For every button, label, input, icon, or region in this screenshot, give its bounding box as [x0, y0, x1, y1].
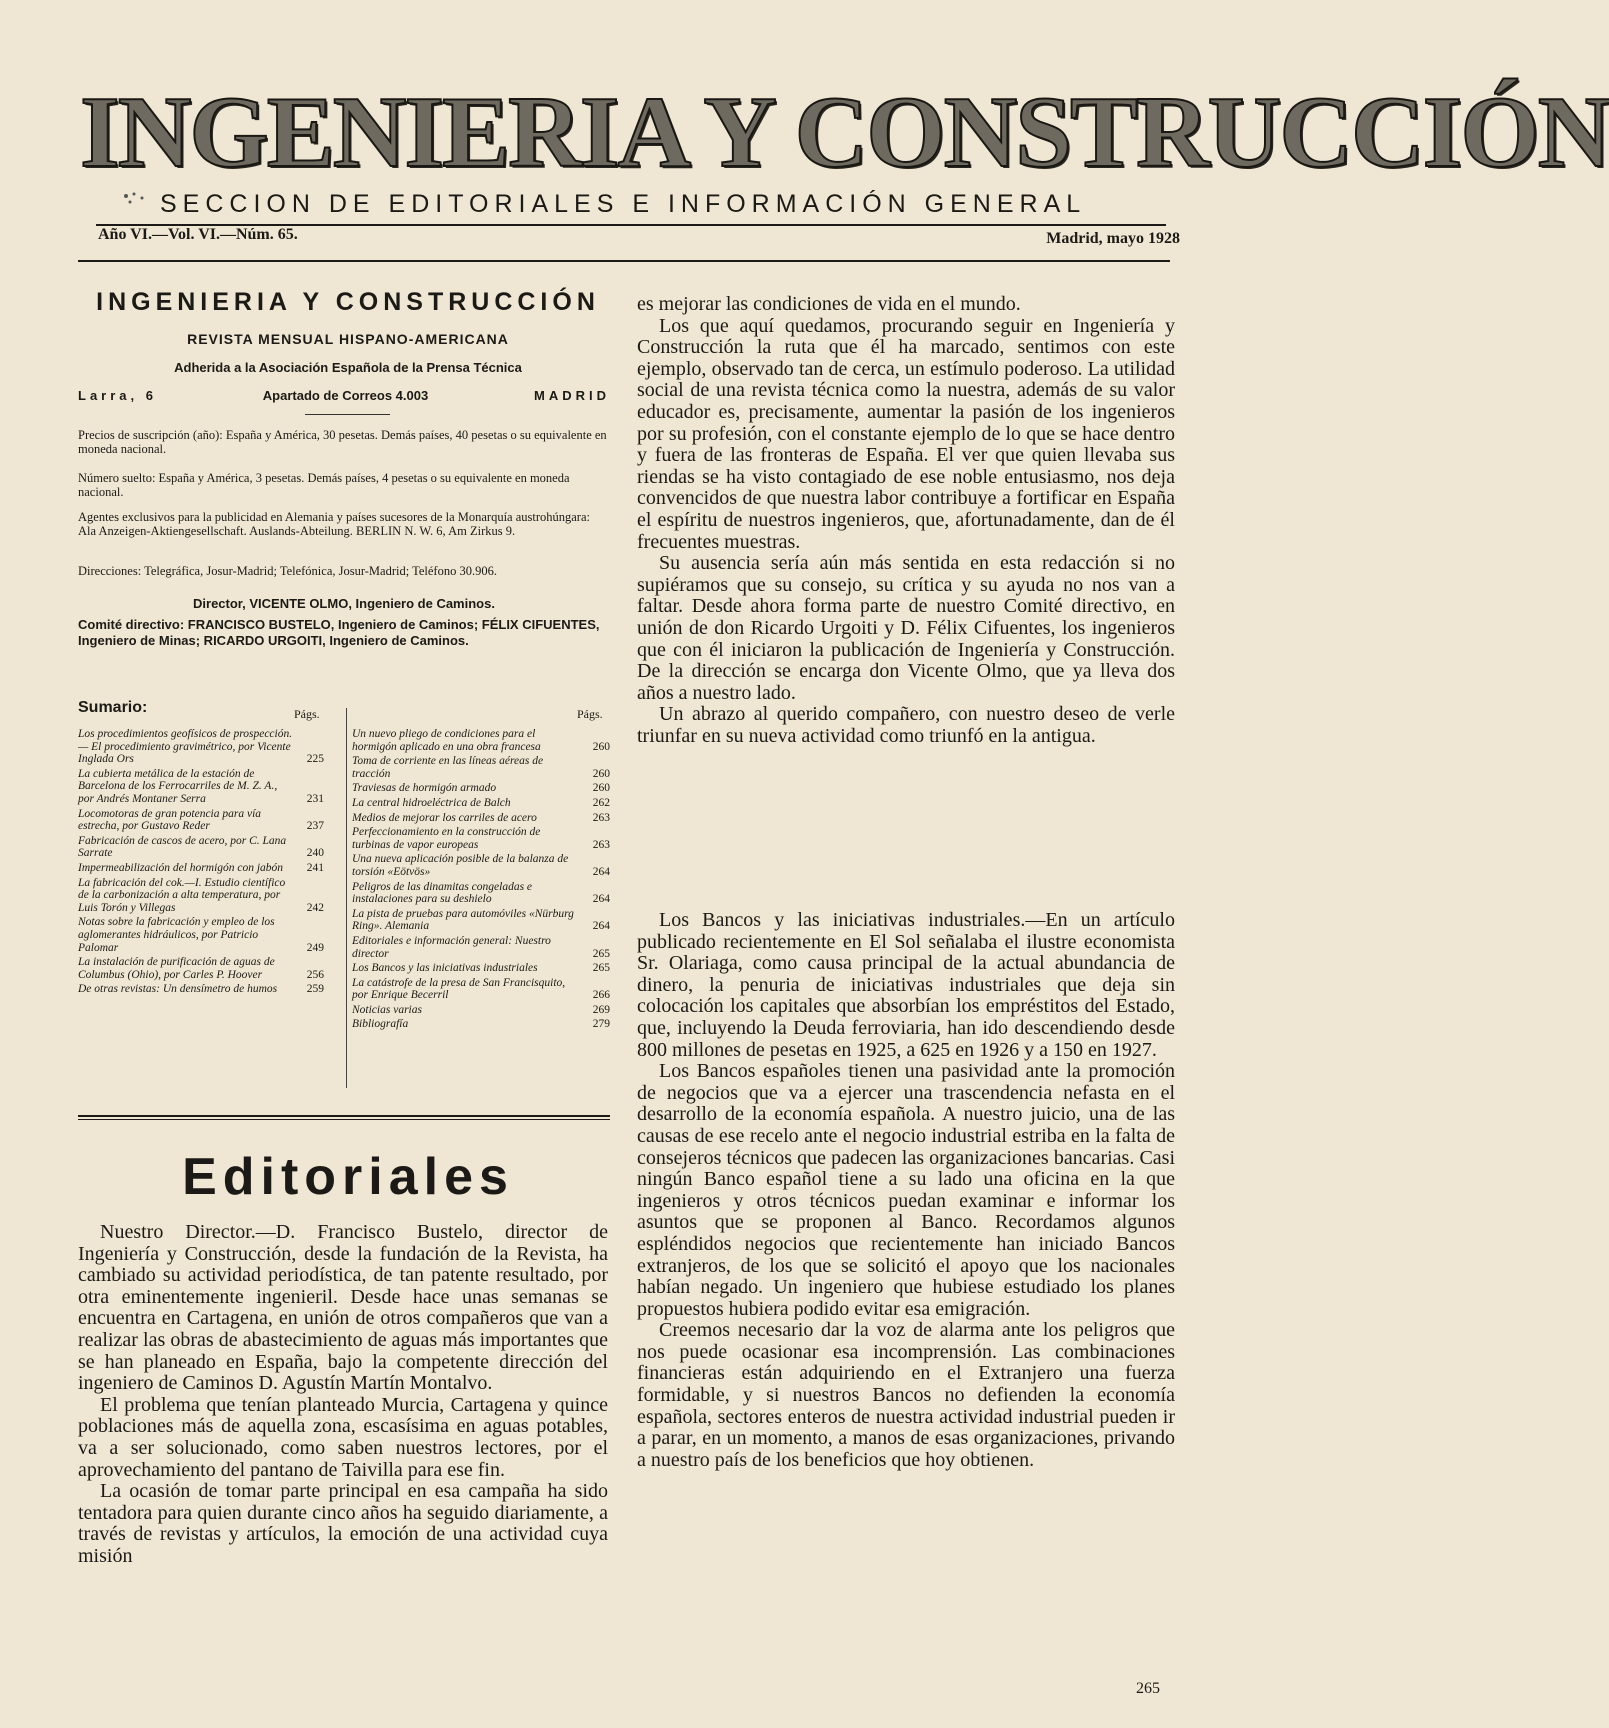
- paragraph: es mejorar las condiciones de vida en el mundo.: [637, 293, 1021, 315]
- summary-entry-page: 265: [592, 947, 610, 960]
- paragraph: Los Bancos españoles tienen una pasividad ante la promoción de negocios que va a ejercer una trascendencia nefasta en el desarrollo de la economía española. A nuestro juicio, una de las causas de ese recelo ante el negocio industrial estriba en la falta de consejeros técnicos que padecen las organizaciones bancarias. Casi ningún Banco español tiene a su lado una oficina en la que ingenieros y otros técnicos puedan examinar e informar los asuntos que se proponen al Banco. Recordamos algunos espléndidos negocios que recientemente han iniciado Bancos extranjeros, de los que se solicitó el apoyo que los nacionales habían negado. Un ingeniero que hubiese estudiado los planes propuestos hubiera podido evitar esa emigración.: [637, 1060, 1175, 1320]
- subscription-prices: Precios de suscripción (año): España y América, 30 pesetas. Demás países, 40 pesetas o su equivalente en moneda nacional.: [78, 428, 607, 456]
- summary-entry-title: Perfeccionamiento en la construcción de turbinas de vapor europeas: [352, 826, 541, 851]
- summary-entry-page: 237: [306, 820, 324, 833]
- section-rule-thin: [78, 1119, 610, 1120]
- single-issue-price: Número suelto: España y América, 3 pesetas. Demás países, 4 pesetas o su equivalente en moneda nacional.: [78, 471, 570, 499]
- director-line: Director, VICENTE OLMO, Ingeniero de Caminos.: [193, 596, 495, 611]
- summary-entry-page: 242: [306, 901, 324, 914]
- summary-entry: [78, 768, 324, 806]
- summary-entry: [352, 755, 610, 780]
- summary-entry-page: 259: [306, 983, 324, 996]
- association-note: Adherida a la Asociación Española de la Prensa Técnica: [174, 360, 522, 375]
- summary-entry-page: 279: [592, 1018, 610, 1031]
- summary-entry: [78, 728, 324, 766]
- summary-entry-title: Una nueva aplicación posible de la balanza de torsión «Eötvös»: [352, 853, 569, 878]
- bancos-article: [637, 910, 1175, 1471]
- summary-entry: [352, 908, 610, 933]
- magazine-subtitle: REVISTA MENSUAL HISPANO-AMERICANA: [187, 331, 509, 347]
- summary-right-list: [352, 728, 610, 1033]
- summary-entry: [78, 983, 324, 996]
- summary-entry-page: 225: [306, 753, 324, 766]
- summary-entry: [78, 862, 324, 875]
- summary-entry-page: 269: [592, 1003, 610, 1016]
- summary-entry-title: Traviesas de hormigón armado: [352, 782, 497, 795]
- summary-entry-page: 231: [306, 792, 324, 805]
- contact-directions: Direcciones: Telegráfica, Josur-Madrid; Telefónica, Josur-Madrid; Teléfono 30.906.: [78, 564, 497, 578]
- pages-label-right: Págs.: [577, 707, 603, 721]
- summary-entry-title: Los Bancos y las iniciativas industriales: [352, 962, 538, 975]
- summary-entry-title: Editoriales e información general: Nuestro director: [352, 934, 551, 960]
- header-bottom-rule: [78, 260, 1170, 262]
- summary-entry-title: Bibliografía: [352, 1018, 409, 1031]
- summary-entry-title: Medios de mejorar los carriles de acero: [352, 811, 537, 824]
- summary-entry: [78, 835, 324, 860]
- summary-entry-page: 260: [592, 767, 610, 780]
- summary-entry-page: 264: [592, 893, 610, 906]
- summary-title: Sumario:: [78, 699, 148, 716]
- summary-entry-page: 240: [306, 847, 324, 860]
- summary-entry: [352, 1004, 610, 1017]
- advertising-agents: Agentes exclusivos para la publicidad en Alemania y países sucesores de la Monarquía austrohúngara: Ala Anzeigen-Aktiengesellschaft. Auslands-Abteilung. BERLIN N. W. 6, Am Zirkus 9.: [78, 510, 590, 538]
- summary-entry-title: Un nuevo pliego de condiciones para el hormigón aplicado en una obra francesa: [352, 728, 541, 753]
- summary-entry-page: 249: [306, 941, 324, 954]
- summary-entry-page: 265: [592, 962, 610, 975]
- summary-entry-title: La central hidroeléctrica de Balch: [352, 796, 511, 809]
- summary-entry-title: Locomotoras de gran potencia para vía estrecha, por Gustavo Reder: [78, 807, 262, 833]
- summary-entry-page: 263: [592, 838, 610, 851]
- divider: [305, 414, 390, 415]
- summary-entry: [352, 728, 610, 753]
- summary-entry-title: Toma de corriente en las líneas aéreas de tracción: [352, 755, 544, 780]
- summary-entry-title: La cubierta metálica de la estación de Barcelona de los Ferrocarriles de M. Z. A., por Andrés Montaner Serra: [78, 767, 278, 805]
- summary-entry: [352, 853, 610, 878]
- summary-entry-page: 262: [592, 796, 610, 809]
- summary-left-list: [78, 728, 324, 998]
- magazine-name: INGENIERIA Y CONSTRUCCIÓN: [96, 288, 600, 316]
- paragraph: Nuestro Director.—D. Francisco Bustelo, director de Ingeniería y Construcción, desde la fundación de la Revista, ha cambiado su actividad periodística, de tan patente resultado, por otra eminentemente ingenieril. Desde hace unas semanas se encuentra en Cartagena, en unión de otros compañeros que van a realizar las obras de abastecimiento de aguas más importantes que se han planeado en España, bajo la competente dirección del ingeniero de Caminos D. Agustín Martín Montalvo.: [78, 1221, 608, 1395]
- summary-entry: [352, 881, 610, 906]
- summary-entry: [352, 826, 610, 851]
- summary-entry-title: La catástrofe de la presa de San Francisquito, por Enrique Becerril: [352, 976, 566, 1002]
- editorial-left-column: [78, 1222, 608, 1568]
- summary-entry: [78, 808, 324, 833]
- summary-entry-page: 264: [592, 865, 610, 878]
- summary-entry: [352, 962, 610, 975]
- editorial-right-column: [637, 294, 1175, 747]
- paragraph: Los que aquí quedamos, procurando seguir en Ingeniería y Construcción la ruta que él ha marcado, sentimos con este ejemplo, observado tan de cerca, un estímulo poderoso. La utilidad social de una revista técnica como la nuestra, además de su valor educador es, precisamente, aumentar la pasión de los ingenieros por su profesión, con el constante ejemplo de lo que se hace dentro y fuera de las fronteras de España. El ver que quien llevaba sus riendas se ha visto contagiado de ese noble entusiasmo, nos deja convencidos de que nuestra labor contribuye a fortificar en España el espíritu de nuestros ingenieros, que, afortunadamente, dan de él frecuentes muestras.: [637, 314, 1175, 553]
- editorials-heading: Editoriales: [182, 1148, 514, 1206]
- summary-entry-title: Peligros de las dinamitas congeladas e instalaciones para su deshielo: [352, 880, 533, 906]
- summary-entry: [78, 916, 324, 954]
- section-rule: [78, 1115, 610, 1117]
- pages-label-left: Págs.: [294, 707, 320, 721]
- po-box: Apartado de Correos 4.003: [262, 388, 429, 403]
- committee: Comité directivo: FRANCISCO BUSTELO, Ingeniero de Caminos; FÉLIX CIFUENTES, Ingeniero de Minas; RICARDO URGOITI, Ingeniero de Caminos.: [78, 617, 600, 648]
- summary-entry: [352, 977, 610, 1002]
- summary-entry: [78, 956, 324, 981]
- page-number: 265: [1136, 1680, 1160, 1697]
- paragraph: Su ausencia sería aún más sentida en esta redacción si no supiéramos que su consejo, su crítica y su ayuda no nos van a faltar. Desde ahora forma parte de nuestro Comité directivo, en unión de don Ricardo Urgoiti y D. Félix Cifuentes, los ingenieros que con él iniciaron la publicación de Ingeniería y Construcción. De la dirección se encarga don Vicente Olmo, que ya lleva dos años a nuestro lado.: [637, 552, 1175, 704]
- summary-divider: [346, 708, 347, 1088]
- paragraph: La ocasión de tomar parte principal en esa campaña ha sido tentadora para quien durante cinco años ha seguido diariamente, a través de revistas y artículos, la emoción de una actividad cuya misión: [78, 1480, 608, 1567]
- issue-date: Madrid, mayo 1928: [1046, 230, 1180, 247]
- paragraph: Creemos necesario dar la voz de alarma ante los peligros que nos puede ocasionar esa incomprensión. Las combinaciones financieras están adquiriendo en el Extranjero una fuerza formidable, y si nuestros Bancos no defienden la economía española, sectores enteros de nuestra actividad industrial pueden ir a parar, en un momento, a manos de esas organizaciones, privando a nuestro país de los beneficios que hoy obtienen.: [637, 1319, 1175, 1471]
- street-address: Larra, 6: [78, 388, 157, 403]
- masthead-subtitle: SECCION DE EDITORIALES E INFORMACIÓN GENERAL: [160, 190, 1087, 218]
- summary-entry-title: Los procedimientos geofísicos de prospección. — El procedimiento gravimétrico, por Vicente Inglada Ors: [78, 728, 293, 766]
- paragraph: El problema que tenían planteado Murcia, Cartagena y quince poblaciones más de aquella zona, escasísima en aguas potables, va a ser solucionado, como saben nuestros lectores, por el aprovechamiento del pantano de Taivilla para ese fin.: [78, 1393, 608, 1481]
- summary-entry-title: Notas sobre la fabricación y empleo de los aglomerantes hidráulicos, por Patricio Palomar: [78, 916, 275, 954]
- paragraph: Los Bancos y las iniciativas industriales.—En un artículo publicado recientemente en El Sol señalaba el ilustre economista Sr. Olariaga, como causa principal de la actual abundancia de dinero, la penuria de iniciativas industriales que deja sin colocación los capitales que absorbían los empréstitos del Estado, que, incluyendo la Deuda ferroviaria, han ido descendiendo desde 800 millones de pesetas en 1925, a 625 en 1926 y a 150 en 1927.: [637, 909, 1175, 1061]
- summary-entry-title: La instalación de purificación de aguas de Columbus (Ohio), por Carles P. Hoover: [78, 956, 275, 981]
- summary-entry-title: La fabricación del cok.—I. Estudio científico de la carbonización a alta temperatura, por Luis Torón y Villegas: [78, 876, 286, 914]
- summary-entry-title: La pista de pruebas para automóviles «Nürburg Ring». Alemania: [352, 907, 574, 933]
- ornament-icon: [120, 190, 154, 212]
- summary-entry-page: 263: [592, 811, 610, 824]
- summary-entry-page: 256: [306, 968, 324, 981]
- summary-entry-title: Fabricación de cascos de acero, por C. Lana Sarrate: [78, 834, 287, 860]
- issue-number: Año VI.—Vol. VI.—Núm. 65.: [98, 226, 298, 243]
- summary-entry-page: 266: [592, 989, 610, 1002]
- summary-entry: [78, 877, 324, 915]
- summary-entry: [352, 812, 610, 825]
- summary-entry: [352, 782, 610, 795]
- summary-entry-page: 264: [592, 920, 610, 933]
- summary-entry-title: Noticias varias: [352, 1003, 422, 1016]
- summary-entry-title: De otras revistas: Un densímetro de humos: [78, 983, 278, 996]
- summary-entry: [352, 1018, 610, 1031]
- summary-entry: [352, 935, 610, 960]
- paragraph: Un abrazo al querido compañero, con nuestro deseo de verle triunfar en su nueva actividad como triunfó en la antigua.: [637, 703, 1175, 747]
- summary-entry: [352, 797, 610, 810]
- summary-entry-page: 241: [306, 861, 324, 874]
- summary-entry-page: 260: [592, 782, 610, 795]
- city: MADRID: [534, 388, 610, 403]
- masthead-title: INGENIERIA Y CONSTRUCCIÓN: [80, 76, 1609, 189]
- summary-entry-page: 260: [592, 740, 610, 753]
- address-row: [78, 388, 610, 403]
- summary-entry-title: Impermeabilización del hormigón con jabón: [78, 861, 284, 874]
